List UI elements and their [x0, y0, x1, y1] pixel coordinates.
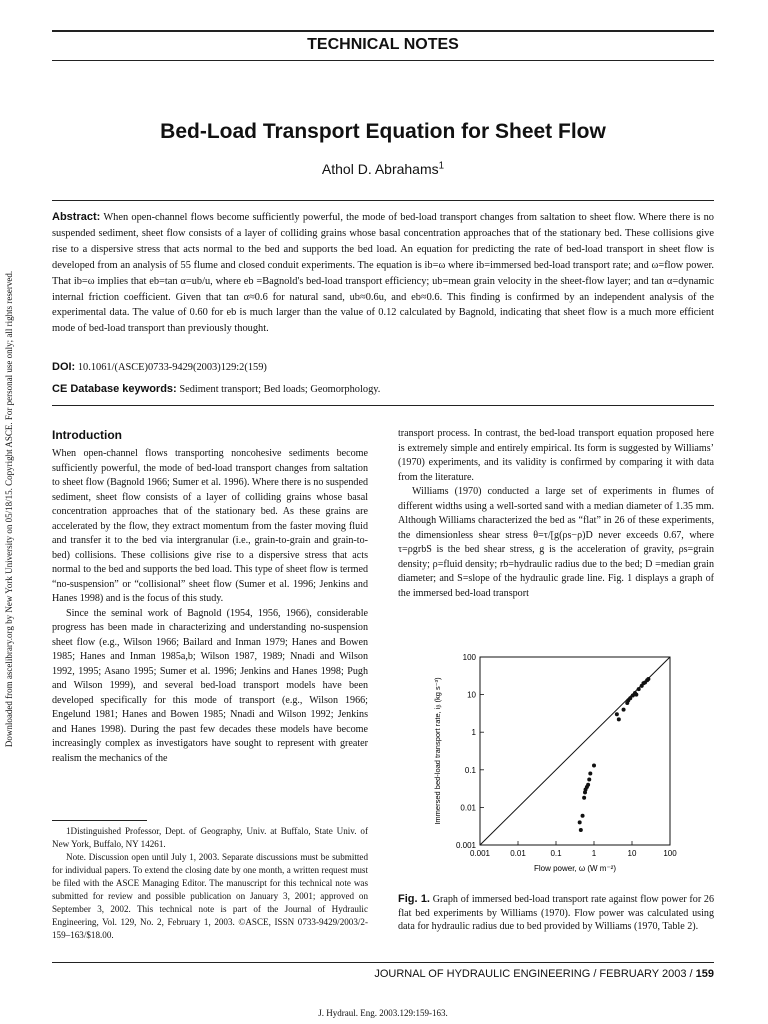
data-point [582, 796, 586, 800]
abstract-bottom-rule [52, 405, 714, 406]
keywords-value: Sediment transport; Bed loads; Geomorphology. [179, 384, 381, 395]
author-line [52, 161, 714, 177]
y-tick-label: 0.01 [460, 803, 476, 813]
right-column [398, 427, 714, 601]
x-tick-label: 100 [663, 849, 677, 858]
data-point [586, 783, 590, 787]
abstract-top-rule [52, 200, 714, 201]
doi-value: 10.1061/(ASCE)0733-9429(2003)129:2(159) [77, 362, 267, 373]
y-tick-label: 1 [471, 728, 476, 738]
author-footnote-mark: 1 [438, 160, 445, 172]
y-tick-label: 10 [467, 690, 476, 700]
x-tick-label: 10 [627, 849, 637, 858]
data-point [634, 693, 638, 697]
page-number: 159 [695, 968, 714, 980]
x-tick-label: 1 [591, 849, 597, 858]
footnote-note: Note. Discussion open until July 1, 2003. Separate discussions must be submitted for individual papers. To extend the closing date by one month, a written request must be filed with the ASCE Managing Editor. The manuscript for this technical note was submitted for review and possible publication on January 3, 2001; approved on September 3, 2002. This technical note is part of the Journal of Hydraulic Engineering, Vol. 129, No. 2, February 1, 2003. ©ASCE, ISSN 0733-9429/2003/2-159–163/$18.00. [52, 852, 368, 940]
x-tick-label: 0.01 [510, 849, 526, 858]
y-tick-label: 0.1 [464, 765, 476, 775]
intro-paragraph-4: Williams (1970) conducted a large set of experiments in flumes of different widths using a well-sorted sand with a median diameter of 1.35 mm. Although Williams characterized the bed as “flat” in 26 of these experiments, the dimensionless shear stress θ=τ/[g(ρs−ρ)D never exceeds 0.67, where τ=ρgrbS is the bed shear stress, g is the acceleration of gravity, ρs=grain density; ρ=fluid density; rb=hydraulic radius due to the bed; D =median grain diameter; and S=slope of the hydraulic grade line. Fig. 1 displays a graph of the immersed bed-load transport [398, 486, 714, 599]
y-axis-label: Immersed bed-load transport rate, iᵦ (kg s⁻³) [433, 677, 442, 825]
chart-layer [433, 653, 677, 873]
data-point [626, 698, 630, 702]
keywords-label: CE Database keywords: [52, 383, 177, 395]
y-tick-label: 100 [462, 653, 476, 662]
header-top-rule [52, 30, 714, 32]
footnote [52, 825, 368, 942]
intro-paragraph-2: Since the seminal work of Bagnold (1954, 1956, 1966), considerable progress has been made in characterizing and understanding no-suspension sheet flow (e.g., Wilson 1966; Bailard and Inman 1979; Hanes and Bowen 1985; Hanes and Inman 1985a,b; Wilson 1987, 1989; Nnadi and Wilson 1992, 1995; Asano 1995; Sumer et al. 1996; Jenkins and Hanes 1998; Pugh and Wilson 1999), and several bed-load transport models have been developed specifically for this mode of transport (e.g., Wilson 1966; Engelund 1981; Hanes and Bowen 1985; Nnadi and Wilson 1992; Jenkins and Hanes 1998). During the past few decades these models have become increasingly complex as investigators have sought to represent with greater realism the mechanics of the [52, 607, 368, 764]
figure-1-chart [430, 645, 680, 885]
section-header: TECHNICAL NOTES [307, 36, 459, 53]
intro-paragraph-1: When open-channel flows transporting noncohesive sediments become sufficiently powerful, the mode of bed-load transport changes from saltation to sheet flow (Bagnold 1966; Sumer et al. 1996). Where there is no suspended sediment, sheet flow consists of a layer of colliding grains whose basal concentration approaches that of the stationary bed. As these grains are accelerated by the flow, they extract momentum from the faster moving fluid and transfer it to the bed via intergranular (i.e., grain-to-grain and grain-to-bed) collisions. These collisions give rise to a dispersive stress that acts normal to the bed and supports the bed load. This type of sheet flow is termed “no-suspension” or “collisional” sheet flow (Sumer et al. 1996; Jenkins and Hanes 1998) and is the focus of this study. [52, 448, 368, 604]
abstract [52, 210, 714, 337]
keywords-line [52, 383, 714, 395]
data-point [646, 677, 650, 681]
journal-footer [52, 968, 714, 980]
download-notice-text: Downloaded from ascelibrary.org by New York University on 05/18/15. Copyright ASCE. For personal use only; all rights reserved. [4, 270, 14, 748]
data-point [592, 764, 596, 768]
intro-paragraph-3: transport process. In contrast, the bed-load transport equation proposed here is extremely simple and entirely empirical. Its form is suggested by Williams’ (1970) experiments, and its validity is confirmed by comparing it with data from the literature. [398, 428, 714, 483]
figure-caption-text: Graph of immersed bed-load transport rate against flow power for 26 flat bed experiments by Williams (1970). Flow power was calculated using data for hydraulic radius due to bed provided by Williams (1970, Table 2). [398, 894, 715, 932]
data-point [622, 708, 626, 712]
footnote-rule [52, 820, 147, 821]
data-point [637, 687, 641, 691]
data-point [617, 717, 621, 721]
left-column [52, 447, 368, 766]
data-point [578, 820, 582, 824]
header-bottom-rule [52, 60, 714, 61]
journal-name: JOURNAL OF HYDRAULIC ENGINEERING / FEBRUARY 2003 / [374, 968, 693, 980]
data-point [581, 814, 585, 818]
x-axis-label: Flow power, ω (W m⁻²) [533, 864, 617, 873]
citation: J. Hydraul. Eng. 2003.129:159-163. [318, 1008, 448, 1018]
doi-label: DOI: [52, 361, 76, 373]
figure-caption-label: Fig. 1. [398, 893, 430, 905]
author-name: Athol D. Abrahams [321, 161, 439, 177]
y-tick-label: 0.001 [455, 841, 476, 850]
download-notice [3, 234, 15, 784]
figure-caption [398, 893, 714, 934]
data-point [579, 828, 583, 832]
data-point [588, 771, 592, 775]
footnote-affiliation: 1Distinguished Professor, Dept. of Geography, Univ. at Buffalo, State Univ. of New York, Buffalo, NY 14261. [52, 826, 368, 849]
paper-title: Bed-Load Transport Equation for Sheet Flow [160, 120, 606, 143]
abstract-label: Abstract: [52, 211, 101, 223]
x-tick-label: 0.1 [550, 849, 562, 858]
data-point [615, 712, 619, 716]
x-tick-label: 0.001 [469, 849, 491, 858]
introduction-heading: Introduction [52, 428, 122, 442]
doi-line [52, 361, 714, 373]
data-point [587, 778, 591, 782]
abstract-text: When open-channel flows become sufficiently powerful, the mode of bed-load transport changes from saltation to sheet flow. Where there is no suspended sediment, sheet flow consists of a layer of colliding grains whose basal concentration approaches that of the stationary bed. These collisions give rise to a dispersive stress that acts normal to the bed and supports the bed load. An equation for predicting the rate of bed-load transport in sheet flow is developed from an analysis of 55 flume and closed conduit experiments. The equation is ib=ω where ib=immersed bed-load transport rate; and ω=flow power. That ib=ω implies that eb=tan α=ub/u, where eb =Bagnold's bed-load transport efficiency; ub=mean grain velocity in the sheet-flow layer; and tan α=dynamic internal friction coefficient. Given that tan α≈0.6 for natural sand, ub≈0.6u, and eb≈0.6. This finding is confirmed by an independent analysis of the experimental data. The value of 0.60 for eb is much larger than the value of 0.12 calculated by Bagnold, indicating that sheet flow is a much more efficient mode of bed-load transport than previously thought. [52, 212, 714, 335]
footer-rule [52, 962, 714, 963]
